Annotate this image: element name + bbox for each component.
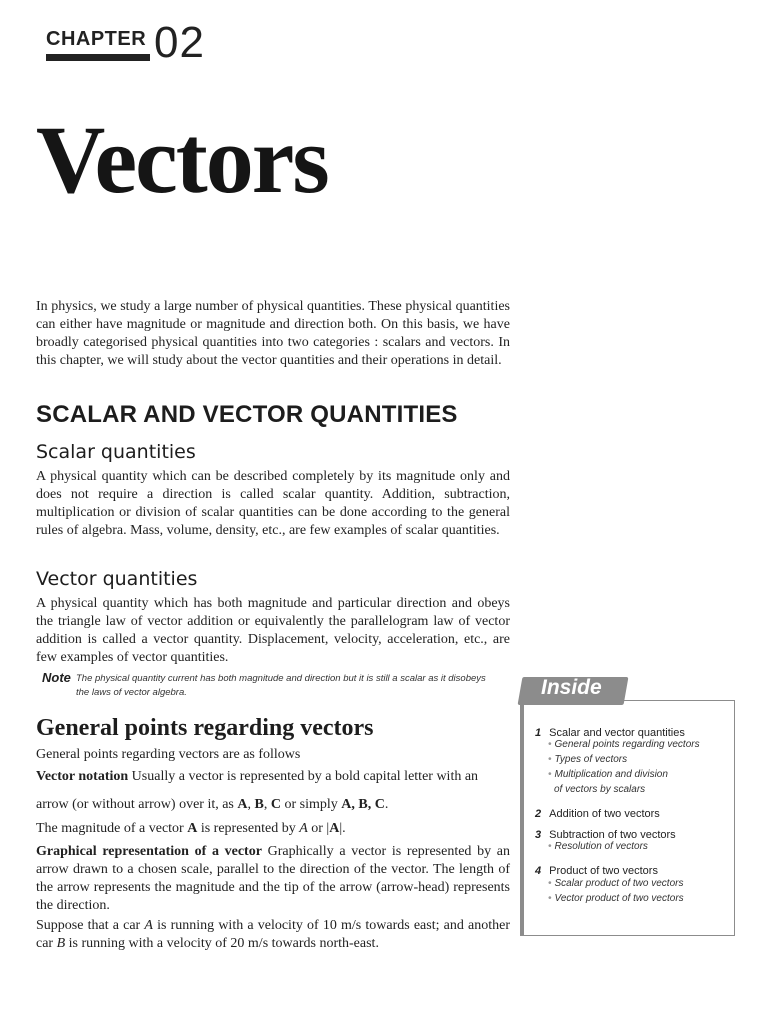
magnitude-text-d: |. [339, 821, 346, 836]
car-example-paragraph [36, 917, 510, 953]
chapter-label: CHAPTER [46, 28, 147, 50]
graphical-representation-text: Graphically a vector is represented by an arrow drawn to a chosen scale, parallel to the direction of the vector. The length of the arrow represents the magnitude and the tip of the arrow (arrow-head) represents the direction. [36, 844, 510, 913]
toc-sub-label: Types of vectors [554, 754, 628, 765]
magnitude-bold-a: A [187, 821, 198, 836]
toc-sub-label: Resolution of vectors [554, 841, 648, 852]
magnitude-text-c: or | [307, 821, 330, 836]
notation-end: . [384, 797, 389, 812]
note-text: The physical quantity current has both magnitude and direction but it is still a scalar as it disobeys the laws of vector algebra. [76, 673, 486, 698]
section-heading: SCALAR AND VECTOR QUANTITIES [36, 401, 458, 428]
scalar-quantities-heading: Scalar quantities [36, 441, 196, 463]
notation-bold-b: B [254, 797, 264, 812]
vector-notation-text: Usually a vector is represented by a bold capital letter with an [128, 769, 479, 784]
notation-or: or simply [280, 797, 342, 812]
toc-number: 4 [535, 865, 542, 877]
toc-sub-label: Multiplication and division [554, 769, 668, 780]
magnitude-abs-a: A [329, 821, 340, 836]
general-points-intro: General points regarding vectors are as follows [36, 747, 301, 762]
car-text-a: Suppose that a car [36, 918, 145, 933]
bullet-icon: • [548, 754, 552, 765]
inside-label: Inside [541, 676, 602, 699]
vector-quantities-paragraph: A physical quantity which has both magnitude and particular direction and obeys the triangle law of vector addition or equivalently the parallelogram law of vector addition is called a vector quantity. Displacement, velocity, acceleration, etc., are few examples of vector quantities. [36, 596, 510, 665]
magnitude-text-a: The magnitude of a vector [36, 821, 188, 836]
car-italic-b: B [56, 936, 66, 951]
bullet-icon: • [548, 878, 552, 889]
toc-title: Product of two vectors [549, 865, 658, 877]
car-text-c: is running with a velocity of 20 m/s towards north-east. [65, 936, 379, 951]
bullet-icon: • [548, 893, 552, 904]
toc-sub-item [548, 839, 648, 854]
toc-sub-item [548, 752, 627, 767]
chapter-number: 02 [154, 18, 205, 67]
toc-title: Scalar and vector quantities [549, 727, 685, 739]
car-italic-a: A [144, 918, 153, 933]
toc-sub-label: General points regarding vectors [554, 739, 700, 750]
bullet-icon: • [548, 841, 552, 852]
toc-number: 3 [535, 829, 542, 841]
vector-quantities-heading: Vector quantities [36, 568, 198, 590]
notation-sep-1: , [247, 797, 255, 812]
toc-sub-label: Scalar product of two vectors [554, 878, 684, 889]
notation-bold-c: C [270, 797, 281, 812]
toc-number: 1 [535, 727, 542, 739]
toc-title: Addition of two vectors [549, 808, 660, 820]
toc-number: 2 [535, 808, 542, 820]
car-text-b: is running with a velocity of 10 m/s towards east; and another car [36, 918, 511, 951]
general-points-heading: General points regarding vectors [36, 715, 374, 741]
notation-text-a: arrow (or without arrow) over it, as [36, 797, 238, 812]
graphical-representation-label: Graphical representation of a vector [36, 844, 262, 859]
bullet-icon: • [548, 739, 552, 750]
graphical-representation-paragraph [36, 843, 510, 915]
toc-sub-label: Vector product of two vectors [554, 893, 684, 904]
chapter-title: Vectors [36, 106, 328, 213]
toc-sub-item [548, 876, 683, 891]
toc-sub-item [548, 891, 684, 906]
bullet-icon: • [548, 769, 552, 780]
vector-notation-line2 [36, 796, 510, 814]
chapter-underline-bar [46, 54, 150, 61]
notation-sep-2: , [263, 797, 271, 812]
vector-notation-paragraph [36, 768, 510, 786]
toc-title: Subtraction of two vectors [549, 829, 676, 841]
toc-item-2 [535, 804, 660, 822]
magnitude-paragraph [36, 820, 510, 838]
intro-paragraph: In physics, we study a large number of physical quantities. These physical quantities can either have magnitude or magnitude and direction both. On this basis, we have broadly categorised physical quantities into two categories : scalars and vectors. In this chapter, we will study about the vector quantities and their operations in detail. [36, 299, 510, 368]
toc-sub-item-continued: of vectors by scalars [554, 784, 646, 795]
note-label: Note [42, 670, 71, 685]
toc-sub-item [548, 767, 668, 782]
magnitude-italic-a: A [299, 821, 308, 836]
toc-sub-item [548, 737, 700, 752]
magnitude-text-b: is represented by [197, 821, 300, 836]
scalar-quantities-paragraph: A physical quantity which can be described completely by its magnitude only and does not require a direction is called scalar quantity. Addition, subtraction, multiplication or division of scalar quantities can be done according to the general rules of algebra. Mass, volume, density, etc., are few examples of scalar quantities. [36, 469, 510, 538]
notation-simple: A, B, C [341, 797, 385, 812]
vector-notation-label: Vector notation [36, 769, 129, 784]
notation-bold-a: A [237, 797, 248, 812]
